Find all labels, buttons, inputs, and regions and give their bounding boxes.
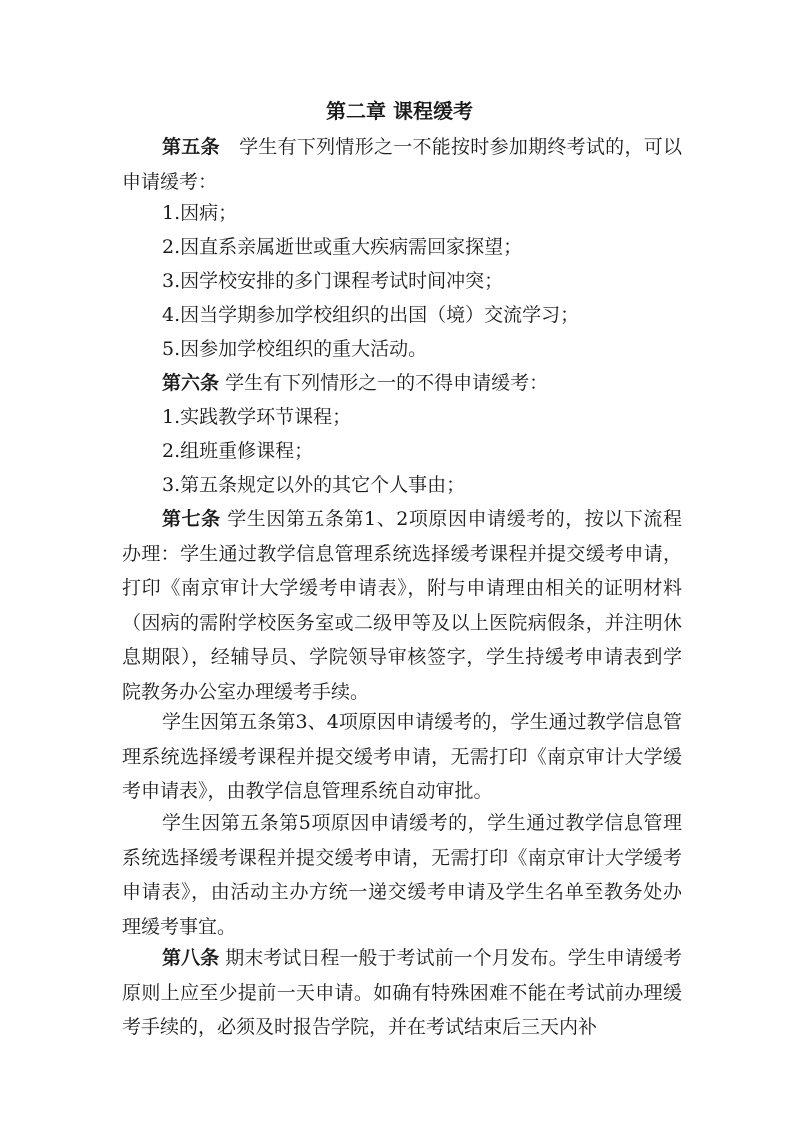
article6-label: 第六条: [162, 372, 220, 394]
article8-paragraph: [122, 941, 682, 1045]
article6-item-2: 2.组班重修课程；: [162, 440, 314, 462]
article5-item-5: 5.因参加学校组织的重大活动。: [162, 338, 428, 360]
article6-paragraph: [122, 366, 682, 401]
article8-text: 期末考试日程一般于考试前一个月发布。学生申请缓考原则上应至少提前一天申请。如确有特殊困难不能在考试前办理缓考手续的，必须及时报告学院，并在考试结束后三天内补: [122, 947, 682, 1038]
article5-paragraph: [122, 130, 682, 199]
article7-paragraph-3: 学生因第五条第5项原因申请缓考的，学生通过教学信息管理系统选择缓考课程并提交缓考申请，无需打印《南京审计大学缓考申请表》，由活动主办方统一递交缓考申请及学生名单至教务处办理缓考事宜。: [122, 812, 682, 938]
article5-text: 学生有下列情形之一不能按时参加期终考试的，可以申请缓考：: [122, 136, 682, 193]
article7-paragraph: [122, 502, 682, 709]
article5-label: 第五条: [162, 136, 220, 158]
chapter-title: 第二章 课程缓考: [326, 99, 473, 123]
article5-item-4: 4.因当学期参加学校组织的出国（境）交流学习；: [162, 304, 580, 326]
article6-item-1: 1.实践教学环节课程；: [162, 406, 352, 428]
article7-text: 学生因第五条第1、2项原因申请缓考的，按以下流程办理：学生通过教学信息管理系统选择缓考课程并提交缓考申请，打印《南京审计大学缓考申请表》，附与申请理由相关的证明材料（因病的需附学校医务室或二级甲等及以上医院病假条，并注明休息期限），经辅导员、学院领导审核签字，学生持缓考申请表到学院教务办公室办理缓考手续。: [122, 508, 682, 703]
article5-item-1: 1.因病；: [162, 202, 238, 224]
article8-label: 第八条: [162, 947, 220, 969]
article5-item-3: 3.因学校安排的多门课程考试时间冲突；: [162, 270, 504, 292]
article7-paragraph-2: 学生因第五条第3、4项原因申请缓考的，学生通过教学信息管理系统选择缓考课程并提交缓考申请，无需打印《南京审计大学缓考申请表》，由教学信息管理系统自动审批。: [122, 711, 682, 802]
article6-text: 学生有下列情形之一的不得申请缓考：: [225, 372, 549, 394]
article7-label: 第七条: [162, 508, 221, 530]
article6-item-3: 3.第五条规定以外的其它个人事由；: [162, 474, 466, 496]
article5-item-2: 2.因直系亲属逝世或重大疾病需回家探望；: [162, 236, 523, 258]
